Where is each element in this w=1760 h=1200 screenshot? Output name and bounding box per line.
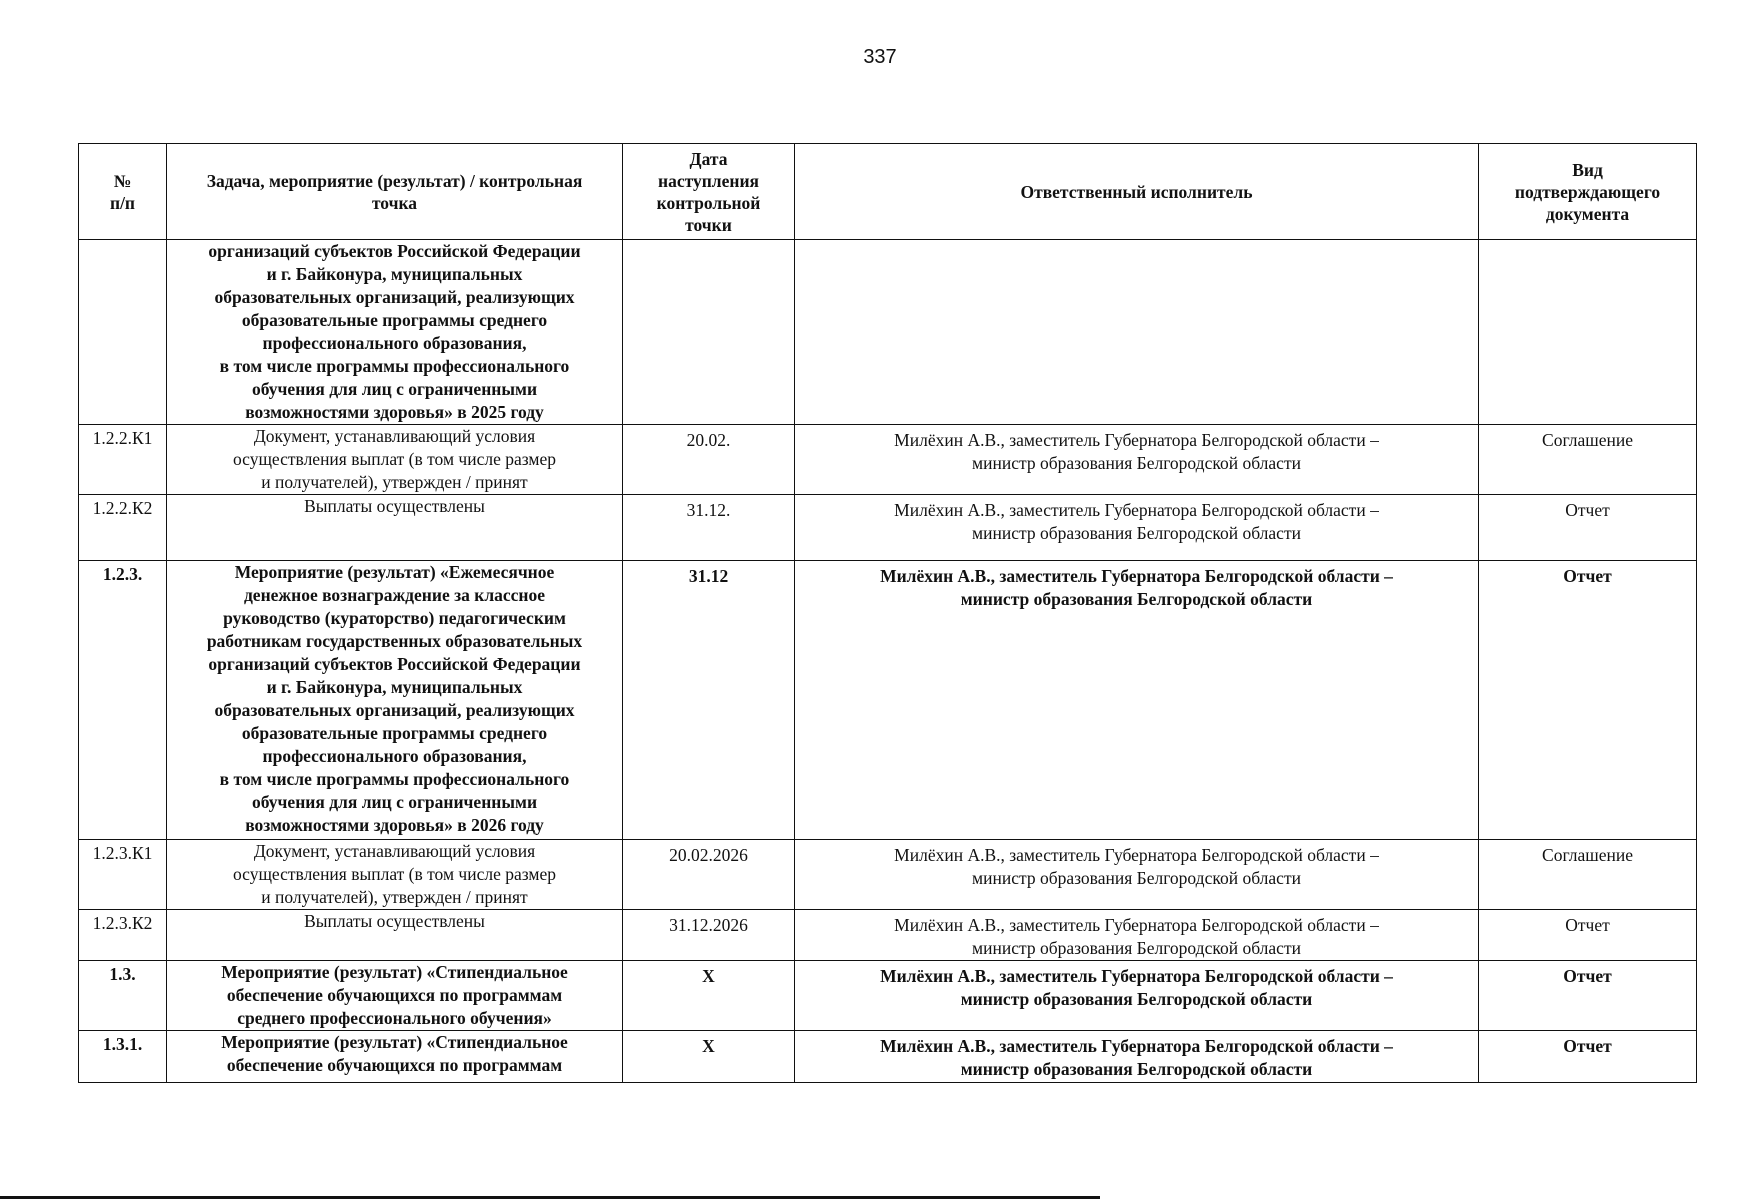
control-points-table	[78, 143, 1697, 1083]
table-header	[79, 144, 1697, 240]
row-number	[79, 961, 167, 1031]
row-number	[79, 1031, 167, 1083]
row-number-text: 1.3.	[109, 964, 136, 984]
row-number	[79, 425, 167, 495]
row-document-type-text: Отчет	[1563, 1036, 1612, 1056]
table-row	[79, 561, 1697, 840]
table-row	[79, 425, 1697, 495]
row-date	[623, 495, 795, 561]
header-responsible: Ответственный исполнитель	[795, 144, 1479, 240]
row-responsible	[795, 561, 1479, 840]
row-task	[167, 840, 623, 910]
row-task	[167, 561, 623, 840]
row-document-type	[1479, 910, 1697, 961]
row-number	[79, 910, 167, 961]
row-responsible-text: Милёхин А.В., заместитель Губернатора Белгородской области – министр образования Белгородской области	[880, 966, 1393, 1009]
row-task	[167, 240, 623, 425]
row-responsible	[795, 1031, 1479, 1083]
row-task-text: Мероприятие (результат) «Стипендиальное обеспечение обучающихся по программам	[221, 1032, 568, 1075]
row-number-text: 1.2.3.К2	[92, 913, 153, 933]
header-date: Дата наступления контрольной точки	[623, 144, 795, 240]
row-task-text: организаций субъектов Российской Федерации и г. Байконура, муниципальных образовательных организаций, реализующих образовательные программы среднего профессионального образования, в том числе программы профессионального обучения для лиц с ограниченными возможностями здоровья» в 2025 году	[208, 241, 581, 422]
header-document-type: Вид подтверждающего документа	[1479, 144, 1697, 240]
row-document-type	[1479, 240, 1697, 425]
row-date	[623, 1031, 795, 1083]
row-responsible-text: Милёхин А.В., заместитель Губернатора Белгородской области – министр образования Белгородской области	[880, 566, 1393, 609]
row-task	[167, 961, 623, 1031]
row-document-type-text: Отчет	[1565, 500, 1610, 520]
row-date	[623, 961, 795, 1031]
row-document-type	[1479, 840, 1697, 910]
row-document-type	[1479, 425, 1697, 495]
row-date-text: 31.12.	[686, 500, 731, 520]
header-task: Задача, мероприятие (результат) / контрольная точка	[167, 144, 623, 240]
row-document-type	[1479, 561, 1697, 840]
row-date	[623, 910, 795, 961]
row-number-text: 1.2.2.К1	[92, 428, 153, 448]
row-responsible	[795, 240, 1479, 425]
row-date-text: 31.12.2026	[669, 915, 748, 935]
row-number	[79, 561, 167, 840]
row-responsible-text: Милёхин А.В., заместитель Губернатора Белгородской области – министр образования Белгородской области	[880, 1036, 1393, 1079]
row-date-text: 20.02.	[686, 430, 731, 450]
row-task	[167, 495, 623, 561]
row-responsible-text: Милёхин А.В., заместитель Губернатора Белгородской области – министр образования Белгородской области	[894, 915, 1379, 958]
row-document-type-text: Отчет	[1563, 566, 1612, 586]
row-number-text: 1.2.3.К1	[92, 843, 153, 863]
row-responsible	[795, 840, 1479, 910]
row-document-type	[1479, 1031, 1697, 1083]
table-row	[79, 1031, 1697, 1083]
row-task-text: Выплаты осуществлены	[304, 496, 485, 516]
row-number	[79, 840, 167, 910]
header-row	[79, 144, 1697, 240]
row-date-text: 31.12	[688, 566, 729, 586]
row-task	[167, 1031, 623, 1083]
header-number: № п/п	[79, 144, 167, 240]
row-document-type	[1479, 961, 1697, 1031]
row-number	[79, 495, 167, 561]
row-number-text: 1.2.2.К2	[92, 498, 153, 518]
row-task-text: Документ, устанавливающий условия осуществления выплат (в том числе размер и получателей), утвержден / принят	[232, 426, 557, 492]
row-responsible	[795, 495, 1479, 561]
table-row	[79, 961, 1697, 1031]
table-row	[79, 840, 1697, 910]
table-row	[79, 495, 1697, 561]
footer-rule	[0, 1196, 1100, 1199]
row-date-text: 20.02.2026	[669, 845, 748, 865]
row-responsible	[795, 425, 1479, 495]
row-document-type-text: Отчет	[1563, 966, 1612, 986]
row-responsible-text: Милёхин А.В., заместитель Губернатора Белгородской области – министр образования Белгородской области	[894, 845, 1379, 888]
table-row	[79, 240, 1697, 425]
row-date-text: X	[702, 966, 715, 986]
row-date-text: X	[702, 1036, 715, 1056]
row-document-type-text: Соглашение	[1542, 430, 1633, 450]
row-responsible	[795, 961, 1479, 1031]
row-responsible	[795, 910, 1479, 961]
row-number	[79, 240, 167, 425]
row-document-type-text: Соглашение	[1542, 845, 1633, 865]
table-body	[79, 240, 1697, 1083]
row-number-text: 1.3.1.	[102, 1034, 143, 1054]
row-date	[623, 561, 795, 840]
row-document-type-text: Отчет	[1565, 915, 1610, 935]
row-number-text: 1.2.3.	[102, 564, 143, 584]
row-task-text: Мероприятие (результат) «Ежемесячное денежное вознаграждение за классное руководство (кураторство) педагогическим работникам государственных образовательных организаций субъектов Российской Федерации и г. Байконура, муниципальных образовательных организаций, реализующих образовательные программы среднего профессионального образования, в том числе программы профессионального обучения для лиц с ограниченными возможностями здоровья» в 2026 году	[206, 562, 583, 835]
row-task-text: Выплаты осуществлены	[304, 911, 485, 931]
row-task-text: Мероприятие (результат) «Стипендиальное обеспечение обучающихся по программам среднего профессионального обучения»	[221, 962, 568, 1028]
page-number: 337	[863, 46, 897, 68]
row-document-type	[1479, 495, 1697, 561]
row-task-text: Документ, устанавливающий условия осуществления выплат (в том числе размер и получателей), утвержден / принят	[232, 841, 557, 907]
table-row	[79, 910, 1697, 961]
row-responsible-text: Милёхин А.В., заместитель Губернатора Белгородской области – министр образования Белгородской области	[894, 500, 1379, 543]
row-date	[623, 240, 795, 425]
row-task	[167, 425, 623, 495]
row-date	[623, 425, 795, 495]
row-task	[167, 910, 623, 961]
row-date	[623, 840, 795, 910]
row-responsible-text: Милёхин А.В., заместитель Губернатора Белгородской области – министр образования Белгородской области	[894, 430, 1379, 473]
